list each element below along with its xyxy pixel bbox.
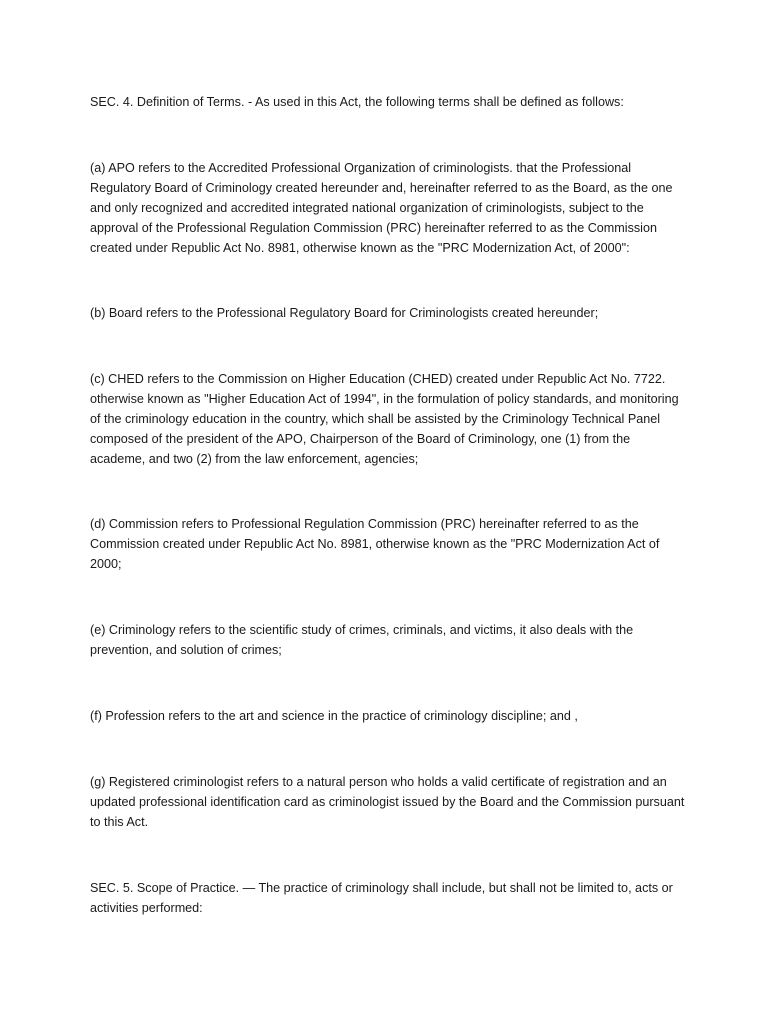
definition-b-board: (b) Board refers to the Professional Regulatory Board for Criminologists created hereunder; xyxy=(90,306,599,320)
definition-c-ched: (c) CHED refers to the Commission on Higher Education (CHED) created under Republic Act No. 7722. otherwise known as "Higher Education Act of 1994", in the formulation of policy standards, and monitoring of the criminology education in the country, which shall be assisted by the Criminology Technical Panel composed of the president of the APO, Chairperson of the Board of Criminology, one (1) from the academe, and two (2) from the law enforcement, agencies; xyxy=(90,372,679,466)
definition-g-registered-criminologist: (g) Registered criminologist refers to a natural person who holds a valid certificate of registration and an updated professional identification card as criminologist issued by the Board and the Commission pursuant to this Act. xyxy=(90,775,685,829)
definition-d-commission: (d) Commission refers to Professional Regulation Commission (PRC) hereinafter referred to as the Commission created under Republic Act No. 8981, otherwise known as the "PRC Modernization Act of 2000; xyxy=(90,517,660,571)
section-4-heading: SEC. 4. Definition of Terms. - As used in this Act, the following terms shall be defined as follows: xyxy=(90,95,624,109)
section-5-heading: SEC. 5. Scope of Practice. — The practice of criminology shall include, but shall not be limited to, acts or activities performed: xyxy=(90,881,673,915)
definition-f-profession: (f) Profession refers to the art and science in the practice of criminology discipline; and , xyxy=(90,709,578,723)
definition-e-criminology: (e) Criminology refers to the scientific study of crimes, criminals, and victims, it also deals with the prevention, and solution of crimes; xyxy=(90,623,634,657)
definition-a-apo: (a) APO refers to the Accredited Professional Organization of criminologists. that the Professional Regulatory Board of Criminology created hereunder and, hereinafter referred to as the Board, as the one and only recognized and accredited integrated national organization of criminologists, subject to the approval of the Professional Regulation Commission (PRC) hereinafter referred to as the Commission created under Republic Act No. 8981, otherwise known as the "PRC Modernization Act, of 2000": xyxy=(90,161,673,255)
